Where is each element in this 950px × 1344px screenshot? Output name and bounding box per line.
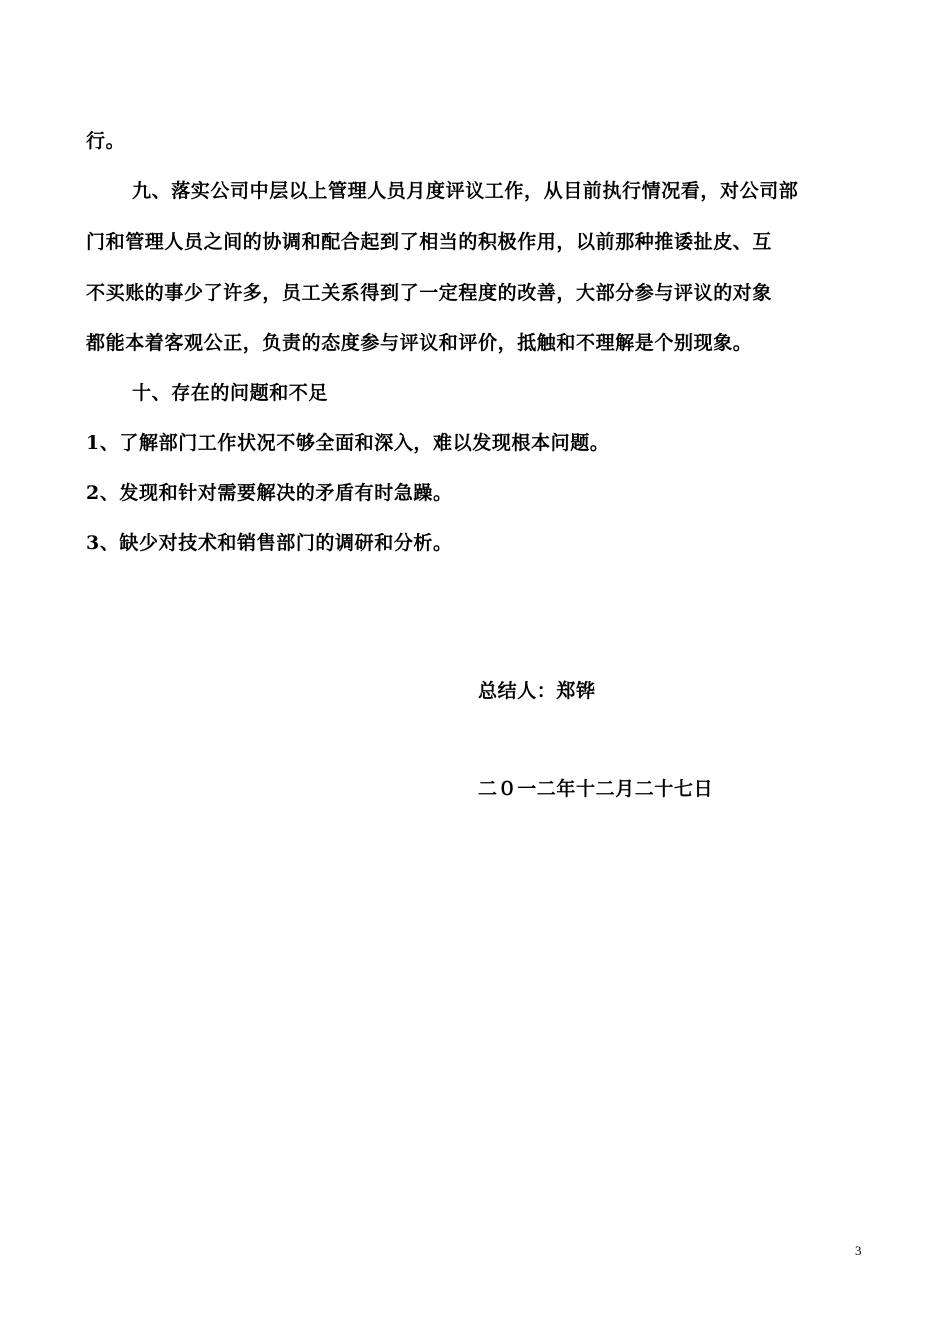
- issue-item-1: 1、了解部门工作状况不够全面和深入，难以发现根本问题。: [86, 432, 610, 454]
- paragraph-continuation: 行。: [86, 130, 126, 152]
- section-nine-line-2: 门和管理人员之间的协调和配合起到了相当的积极作用，以前那种推诿扯皮、互: [86, 231, 773, 253]
- issue-item-3: 3、缺少对技术和销售部门的调研和分析。: [86, 532, 453, 554]
- page-number: 3: [855, 1243, 862, 1258]
- signature-author: 总结人：郑铧: [478, 680, 596, 702]
- section-nine-line-3: 不买账的事少了许多，员工关系得到了一定程度的改善，大部分参与评议的对象: [86, 282, 773, 304]
- section-ten-heading: 十、存在的问题和不足: [132, 382, 329, 404]
- section-nine-line-4: 都能本着客观公正，负责的态度参与评议和评价，抵触和不理解是个别现象。: [86, 332, 753, 354]
- issue-item-2: 2、发现和针对需要解决的矛盾有时急躁。: [86, 482, 453, 504]
- signature-date: 二０一二年十二月二十七日: [478, 778, 714, 800]
- section-nine-line-1: 九、落实公司中层以上管理人员月度评议工作，从目前执行情况看，对公司部: [132, 180, 799, 202]
